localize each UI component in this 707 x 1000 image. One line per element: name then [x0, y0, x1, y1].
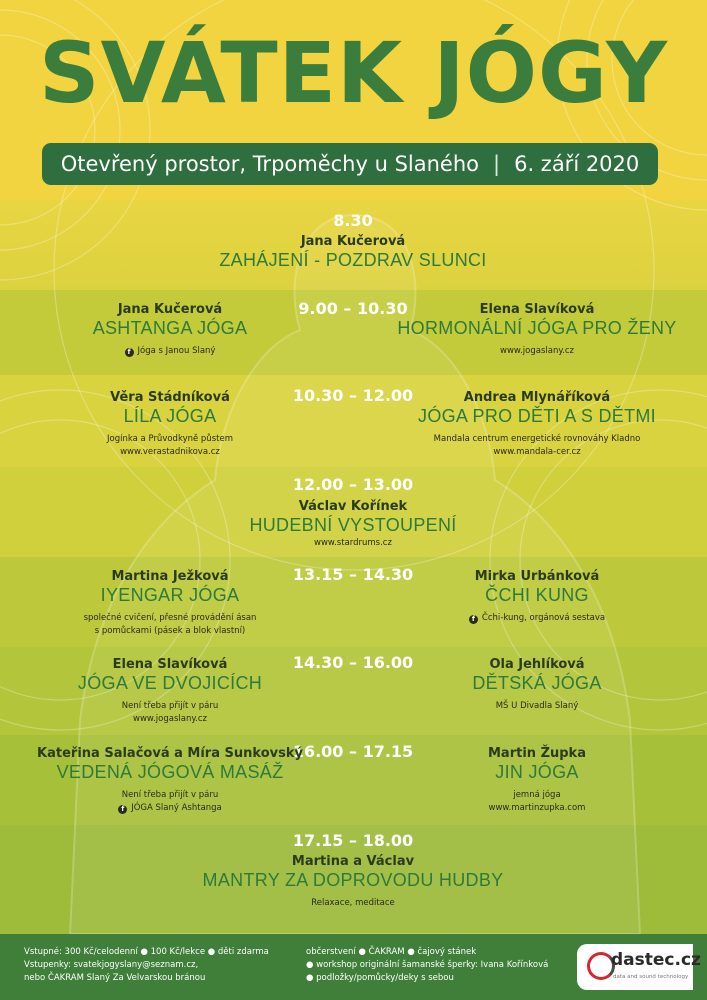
- slot-3-right-note-1: Mandala centrum energetické rovnováhy Kladno: [433, 434, 641, 444]
- slot-8-time: 17.15 – 18.00: [292, 831, 414, 850]
- slot-7-left-note-1: Není třeba přijít v páru: [121, 790, 219, 800]
- slot-8-name: Martina a Václav: [291, 854, 415, 869]
- slot-6-right-note: MŠ U Divadla Slaný: [495, 701, 579, 711]
- slot-4-name: Václav Kořínek: [298, 499, 408, 514]
- sponsor-logo: [577, 944, 701, 990]
- slot-5-right-name: Mirka Urbánková: [474, 569, 600, 584]
- logo-text: dastec.cz: [611, 950, 701, 970]
- footer-right: [306, 946, 548, 985]
- slot-6-left-note-2: www.jogaslany.cz: [133, 714, 207, 724]
- slot-8-note: Relaxace, meditace: [311, 898, 395, 908]
- slot-2-left-activity: ASHTANGA JÓGA: [92, 318, 248, 338]
- footer-bring: ● podložky/pomůcky/deky s sebou: [306, 973, 454, 983]
- slot-2-right-activity: HORMONÁLNÍ JÓGA PRO ŽENY: [397, 318, 677, 338]
- slot-5-left-activity: IYENGAR JÓGA: [100, 585, 240, 605]
- footer-workshop: ● workshop originální šamanské šperky: Ivana Kořínková: [306, 960, 549, 970]
- slot-6-right-name: Ola Jehlíková: [489, 657, 585, 672]
- slot-7-right-note-2: www.martinzupka.com: [488, 803, 586, 813]
- slot-5-right-note: f Čchi-kung, orgánová sestava: [392, 612, 682, 625]
- slot-5-time: 13.15 – 14.30: [292, 565, 414, 584]
- slot-3-time: 10.30 – 12.00: [292, 386, 414, 405]
- slot-3-left-note-1: Jogínka a Průvodkyně půstem: [107, 434, 233, 444]
- footer-prices: Vstupné: 300 Kč/celodenní ● 100 Kč/lekce ● děti zdarma: [24, 947, 269, 957]
- slot-1-activity: ZAHÁJENÍ - POZDRAV SLUNCI: [219, 250, 487, 270]
- subtitle-bar: [42, 143, 658, 185]
- slot-2-time: 9.00 – 10.30: [298, 299, 408, 318]
- slot-5-left-name: Martina Ježková: [111, 569, 229, 584]
- slot-6-right-activity: DĚTSKÁ JÓGA: [472, 673, 602, 693]
- facebook-icon: f: [118, 805, 127, 814]
- slot-1-time: 8.30: [333, 211, 373, 230]
- slot-3-left-note-2: www.verastadnikova.cz: [120, 447, 220, 457]
- facebook-icon: f: [469, 615, 478, 624]
- slot-3-left-name: Věra Stádníková: [110, 390, 230, 405]
- slot-2-right-note: www.jogaslany.cz: [500, 346, 574, 356]
- event-place: Otevřený prostor, Trpoměchy u Slaného: [60, 152, 479, 176]
- subtitle-separator: |: [493, 152, 501, 176]
- slot-7-left-name: Kateřina Salačová a Míra Sunkovský: [37, 746, 303, 761]
- footer-tickets: Vstupenky: svatekjogyslany@seznam.cz,: [24, 960, 199, 970]
- slot-2-left-name: Jana Kučerová: [117, 302, 223, 317]
- slot-6-left-name: Elena Slavíková: [112, 657, 228, 672]
- slot-7-right-name: Martin Župka: [488, 746, 586, 761]
- slot-3-right-note-2: www.mandala-cer.cz: [493, 447, 581, 457]
- slot-5-left-note-1: společné cvičení, přesné provádění ásan: [83, 613, 257, 623]
- slot-6-left-note-1: Není třeba přijít v páru: [121, 701, 219, 711]
- slot-4-activity: HUDEBNÍ VYSTOUPENÍ: [249, 515, 457, 535]
- slot-7-right-activity: JIN JÓGA: [495, 762, 579, 782]
- slot-2-left-note: f Jóga s Janou Slaný: [25, 345, 315, 358]
- logo-subtext: data and sound technology: [613, 974, 689, 980]
- slot-3-right-activity: JÓGA PRO DĚTI A S DĚTMI: [418, 406, 656, 426]
- slot-4-note: www.stardrums.cz: [314, 538, 392, 548]
- event-date: 6. září 2020: [514, 152, 640, 176]
- slot-5-right-activity: ČCHI KUNG: [485, 585, 589, 605]
- slot-7-time: 16.00 – 17.15: [292, 742, 414, 761]
- slot-6-left-activity: JÓGA VE DVOJICÍCH: [77, 673, 263, 693]
- slot-7-left-note-2: f JÓGA Slaný Ashtanga: [25, 802, 315, 815]
- slot-2-right-name: Elena Slavíková: [479, 302, 595, 317]
- footer-refreshments: občerstvení ● ČAKRAM ● čajový stánek: [306, 947, 477, 957]
- slot-3-left-activity: LÍLA JÓGA: [123, 406, 217, 426]
- slot-1-name: Jana Kučerová: [300, 234, 406, 249]
- slot-5-left-note-2: s pomůckami (pásek a blok vlastní): [94, 626, 246, 636]
- footer-tickets-place: nebo ČAKRAM Slaný Za Velvarskou bránou: [24, 973, 206, 983]
- slot-7-left-activity: VEDENÁ JÓGOVÁ MASÁŽ: [56, 762, 284, 782]
- slot-7-right-note-1: jemná jóga: [513, 790, 561, 800]
- facebook-icon: f: [125, 348, 134, 357]
- slot-3-right-name: Andrea Mlynáříková: [463, 390, 611, 405]
- event-title: SVÁTEK JÓGY: [39, 24, 668, 122]
- slot-4-time: 12.00 – 13.00: [292, 475, 414, 494]
- footer-left: [24, 946, 269, 985]
- slot-6-time: 14.30 – 16.00: [292, 653, 414, 672]
- slot-8-activity: MANTRY ZA DOPROVODU HUDBY: [202, 870, 504, 890]
